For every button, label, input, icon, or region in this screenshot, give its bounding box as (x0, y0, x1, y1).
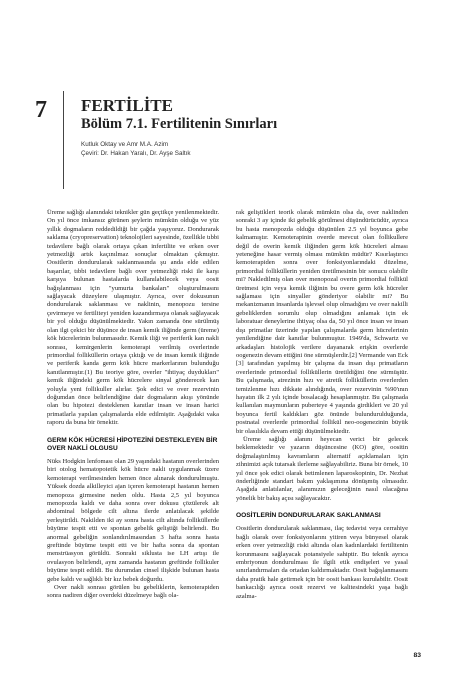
chapter-divider (63, 91, 64, 189)
chapter-header (81, 96, 421, 158)
case-heading: GERM KÖK HÜCRESİ HİPOTEZİNİ DESTEKLEYEN BİR OVER NAKLİ OLGUSU (47, 436, 218, 452)
case-paragraph: Over nakli sonrası görülen bu gebeliklerin, kemoterapiden sonra nadiren diğer overdeki düzelmeye bağlı ola- (47, 584, 219, 600)
body-paragraph: Üreme sağlığı alanını heyecan verici bir gelecek beklemektedir ve yazarın düşüncesine (KO) göre, oositin doğmalaştırılmış kavramların alternatif açıklamaları için zihnimizi açık tutarsak ilerleme sağlayabiliriz. Buna bir örnek, 10 yıl önce şok edici olarak betimlenen laparoskopinin, Dr. Nezhat önderliğinde standart bakım yaklaşımına dönüşmüş olmasıdır. Aşağıda anlatılanlar, alanımızın geleceğinin nasıl olacağına yönelik bir bakış açısı sağlayacaktır. (236, 435, 408, 502)
right-column (236, 209, 408, 601)
page-number: 83 (413, 652, 421, 659)
oocyte-heading: OOSİTLERİN DONDURULARAK SAKLANMASI (236, 512, 381, 520)
chapter-title: FERTİLİTE (81, 96, 173, 115)
intro-paragraph: Üreme sağlığı alanındaki teknikler gün geçtikçe yenilenmektedir. On yıl önce imkansız görünen şeylerin mümkün olduğu ve yüz yıllık dogmaların reddedildiği bir çağda yaşıyoruz. Dondurarak saklama (cryopreservation) teknolojileri sayesinde, özellikle tıbbi tedavilere bağlı olarak ortaya çıkan infertilite ve erken over yetmezliği artık kaçınılmaz sonuçlar olmaktan çıkmıştır. Oositlerin dondurularak saklanmasında şu anda elde edilen başarılar, tıbbi tedavilere bağlı over yetmezliği riski ile karşı karşıya bulunan hastalarda kullanılabilecek veya oosit bağışlanması için "yumurta bankaları" oluşturulmasını sağlayacak düzeylere ulaşmıştır. Ayrıca, over dokusunun dondurularak saklanması ve naklinin, menopozu tersine çevirmeye ve fertiliteyi yeniden kazandırmaya olanak sağlayacak bir yol olduğu düşünülmektedir. Yakın zamanda öne sürülmüş olan ilgi çekici bir düşünce de insan kemik iliğinde germ (üreme) kök hücrelerinin bulunmasıdır. Kemik iliği ve periferik kan nakli sonrası, kemirgenlerin kemoterapi verilmiş overlerinde primordial folliküllerin ortaya çıktığı ve de insan kemik iliğinde ve periferik kanda germ kök hücre markerlarının bulunduğu kanıtlanmıştır.(1) Bu teoriye göre, overler "ihtiyaç duydukları" kemik iliğindeki germ kök hücrelere sinyal gönderecek kan yoluyla yeni follikuller alırlar. Şok edici ve over rezervinin doğumdan önce belirlendiğine dair dogmaların akışı yönünde olan bu hipotezi desteklenen kanıtlar insan ve insan harici primatlarla yapılan çalışmalarda elde edilmiştir. Aşağıdaki vaka raporu da buna bir örnektir. (47, 209, 219, 427)
body-paragraph: Oositlerin dondurularak saklanması, ilaç tedavisi veya cerrahiye bağlı olarak over fonksiyonlarını yitiren veya bünyesel olarak erken over yetmezliği riski altında olan kadınlardaki fertilitenin korunmasını sağlayacak potansiyele sahiptir. Bu teknik ayrıca embriyonun dondurulması ile ilgili etik endişeleri ve yasal sınırlandırmaları da ortadan kaldırmaktadır. Oosit bağışlanmasını daha pratik hale getirmek için bir oosit bankası kurulabilir. Oosit bankacılığı ayrıca oosit rezervi ve kalitesindeki yaşa bağlı azalma- (236, 525, 408, 600)
chapter-number: 7 (35, 97, 47, 123)
authors: Kutluk Oktay ve Amr M.A. Azim (81, 141, 169, 148)
section-title: Bölüm 7.1. Fertilitenin Sınırları (81, 116, 278, 132)
body-paragraph: rak geliştikleri teorik olarak mümkün olsa da, over naklinden sonraki 3 ay içinde iki gebelik görülmesi düşündürücüdür, ayrıca bu hasta menopozda olduğu düşünülen 2.5 yıl boyunca gebe kalmamıştır. Kemoterapinin overde mevcut olan follikullere değil de overin kemik iliğinden germ kök hücreleri alması yeteneğine hasar vermiş olması mümkün müdür? Kısırlaştırıcı kemoterapiden sonra over fonksiyonlarındaki düzelme, primordial folliküllerin yeniden üretilmesinin bir sonucu olabilir mi? Nakledilmiş olan over menopozal overin primordial follikül üretmesi için veya kemik iliğinin bu overe germ kök hücreler sağlaması için sinyaller gönderiyor olabilir mi? Bu mekanizmanın insanlarda işlevsel olup olmadığını ve over nakilli gebeliklerden sorumlu olup olmadığını anlamak için ek laboratuar deneylerine ihtiyaç olsa da, 50 yıl önce insan ve insan dışı primatlar üzerinde yapılan çalışmalarda germ hücrelerinin yenilendiğine dair kanıtlar bulunmuştur. 1949'da, Schwartz ve arkadaşları histolojik verilere dayanarak erişkin overlerde oogenezin devam ettiğini öne sürmüşlerdir.[2] Vermande van Eck [3] tarafından yapılmış bir çalışma da insan dışı primatların overlerinde primordial folliküllerin üretildiğini öne sürmüştür. Bu çalışmada, atrezinin hızı ve atretik folliküllerin overlerden temizlenme hızı dikkate alındığında, over rezervinin %90'ının hayatın ilk 2 yılı içinde bosalacağı hesaplanmıştır. Bu çalışmada kullanılan maymunların puberteye 4 yaşında girdikleri ve 20 yıl boyunca fertil kaldıkları göz önünde bulundurulduğunda, postnatal overlerde primordial follikül neo-oogenezinin büyük bir olasılıkla devam ettiği düşünülmektedir. (236, 209, 408, 435)
translators: Çeviri: Dr. Hakan Yaralı, Dr. Ayşe Saltık (81, 150, 191, 157)
case-paragraph: Nüks Hodgkin lenfoması olan 29 yaşındaki hastanın overlerinden biri otolog hematopoietik kök hücre nakli uygulanmak üzere kemoterapi verilmesinden hemen önce alınarak dondurulmuştu. Yüksek dozda alkilleyici ajan içeren kemoterapi hastanın hemen menopoza girmesine neden oldu. Hasta 2,5 yıl boyunca menopozda kaldı ve daha sonra over dokusu çözülerek alt abdominal bölgede cilt altına ilerde anlatılacak şekilde yerleştirildi. Nakilden iki ay sonra hasta cilt altında folliküllerde büyüme tespit etti ve spontan gebelik geliştiği belirlendi. Bu anormal gebeliğin sonlandırılmasından 3 hafta sonra hasta greftinde büyüme tespit etti ve bir hafta sonra da spontan menstrüasyon görüldü. Sonraki siklusta ise LH artışı ile ovulasyon belirlendi, aynı zamanda hastanın greftinde follikuler büyüme tespit edildi. Bu durumdan cinsel ilişkide bulunan hasta gebe kaldı ve sağlıklı bir kız bebek doğurdu. (47, 457, 219, 583)
left-column (47, 209, 219, 601)
